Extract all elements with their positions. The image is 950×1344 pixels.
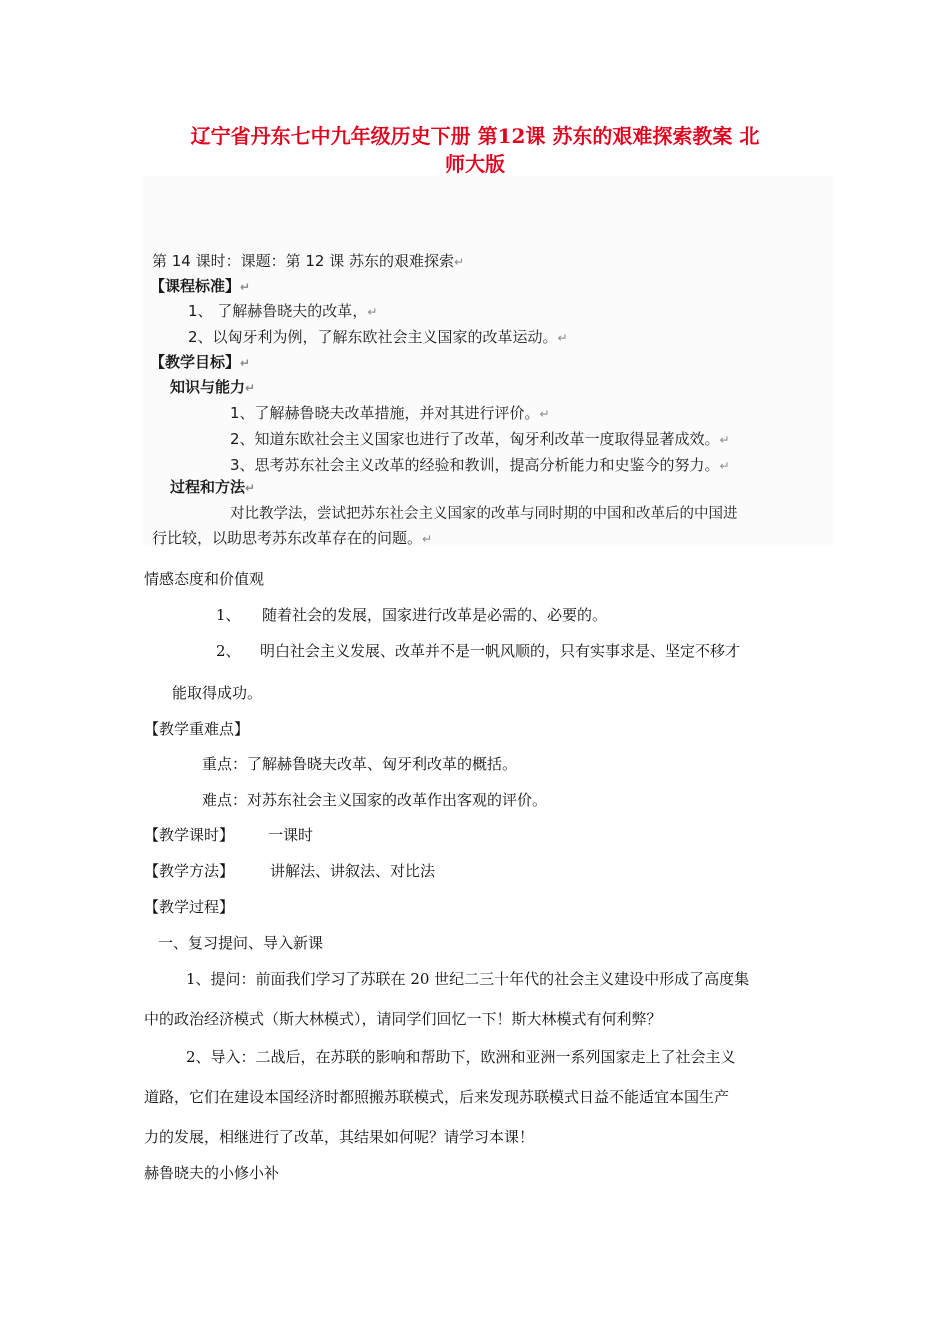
scan-knowledge-heading: 知识与能力↵ (170, 378, 256, 396)
teaching-method-value: 讲解法、讲叙法、对比法 (270, 862, 436, 880)
intro-line-3: 力的发展，相继进行了改革，其结果如何呢？请学习本课！ (144, 1128, 535, 1146)
return-mark-icon: ↵ (719, 433, 730, 447)
scan-standard-2: 2、以匈牙利为例，了解东欧社会主义国家的改革运动。↵ (188, 328, 568, 346)
key-points-heading: 【教学重难点】 (144, 720, 250, 738)
scan-goal-heading: 【教学目标】↵ (150, 353, 251, 371)
scan-knowledge-3: 3、思考苏东社会主义改革的经验和教训，提高分析能力和史鉴今的努力。↵ (230, 456, 730, 474)
return-mark-icon: ↵ (240, 280, 251, 294)
return-mark-icon: ↵ (557, 331, 568, 345)
return-mark-icon: ↵ (245, 381, 256, 395)
return-mark-icon: ↵ (719, 459, 730, 473)
scan-process-heading: 过程和方法↵ (170, 478, 256, 496)
khrushchev-reform-heading: 赫鲁晓夫的小修小补 (144, 1164, 280, 1182)
scan-standard-heading: 【课程标准】↵ (150, 277, 251, 295)
title-line-1: 辽宁省丹东七中九年级历史下册 第12课 苏东的艰难探索教案 北 (190, 124, 760, 148)
intro-line-1: 2、导入：二战后，在苏联的影响和帮助下，欧洲和亚洲一系列国家走上了社会主义 (186, 1048, 736, 1066)
scan-process-2: 行比较，以助思考苏东改革存在的问题。↵ (152, 529, 433, 547)
teaching-process-heading: 【教学过程】 (144, 898, 235, 916)
emotion-2-number: 2、 (216, 642, 241, 660)
title-line-2: 师大版 (445, 152, 505, 176)
scan-process-1: 对比教学法，尝试把苏东社会主义国家的改革与同时期的中国和改革后的中国进 (230, 506, 738, 522)
question-1-line-1: 1、提问：前面我们学习了苏联在 20 世纪二三十年代的社会主义建设中形成了高度集 (186, 970, 750, 988)
scan-standard-1: 1、 了解赫鲁晓夫的改革，↵ (188, 302, 378, 320)
class-hours-label: 【教学课时】 (144, 826, 235, 844)
scanned-lesson-image (142, 176, 834, 546)
return-mark-icon: ↵ (422, 532, 433, 546)
emotion-2-continuation: 能取得成功。 (172, 684, 263, 702)
section-1-heading: 一、复习提问、导入新课 (158, 934, 324, 952)
return-mark-icon: ↵ (454, 255, 465, 269)
return-mark-icon: ↵ (245, 481, 256, 495)
emotion-heading: 情感态度和价值观 (144, 570, 265, 588)
scan-knowledge-1: 1、了解赫鲁晓夫改革措施，并对其进行评价。↵ (230, 404, 550, 422)
teaching-method-label: 【教学方法】 (144, 862, 235, 880)
class-hours-value: 一课时 (268, 826, 314, 844)
return-mark-icon: ↵ (367, 305, 378, 319)
emotion-1-number: 1、 (216, 606, 241, 624)
emotion-2-text: 明白社会主义发展、改革并不是一帆风顺的，只有实事求是、坚定不移才 (260, 642, 741, 660)
document-title (120, 122, 830, 178)
scan-lesson-header: 第 14 课时：课题：第 12 课 苏东的艰难探索↵ (152, 252, 465, 270)
scan-knowledge-2: 2、知道东欧社会主义国家也进行了改革，匈牙利改革一度取得显著成效。↵ (230, 430, 730, 448)
difficult-point-text: 难点：对苏东社会主义国家的改革作出客观的评价。 (202, 791, 548, 809)
question-1-line-2: 中的政治经济模式（斯大林模式），请同学们回忆一下！斯大林模式有何利弊？ (144, 1010, 662, 1028)
intro-line-2: 道路，它们在建设本国经济时都照搬苏联模式，后来发现苏联模式日益不能适宜本国生产 (144, 1088, 730, 1106)
key-point-text: 重点：了解赫鲁晓夫改革、匈牙利改革的概括。 (202, 755, 518, 773)
return-mark-icon: ↵ (539, 407, 550, 421)
emotion-1-text: 随着社会的发展，国家进行改革是必需的、必要的。 (262, 606, 608, 624)
return-mark-icon: ↵ (240, 356, 251, 370)
